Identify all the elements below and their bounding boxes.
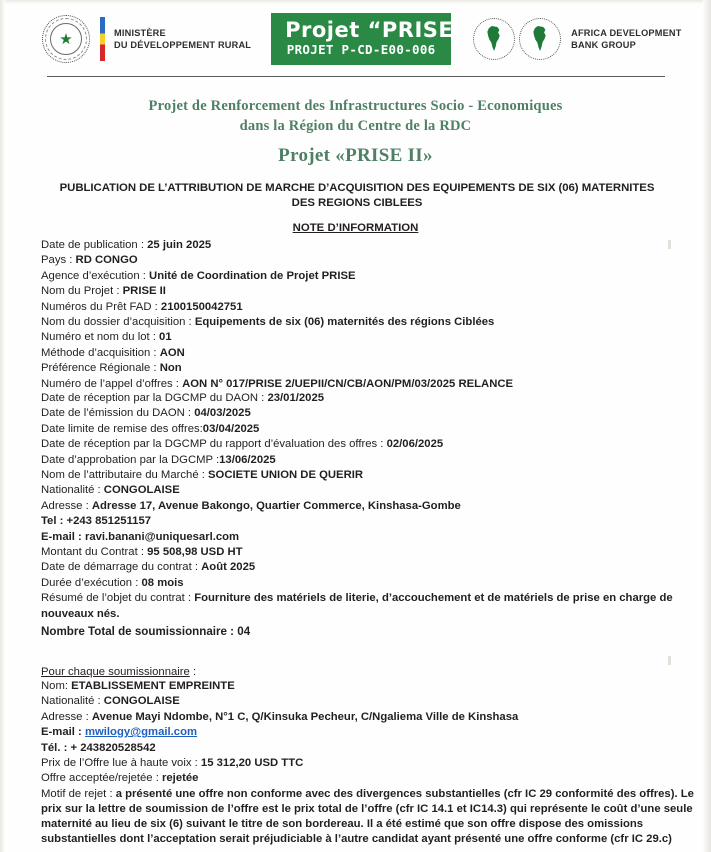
scan-artifact — [668, 656, 671, 665]
label-bidder-email: E-mail : — [41, 726, 85, 739]
ministry-name-line1: MINISTÈRE — [114, 27, 166, 38]
row-date-demarrage — [41, 560, 701, 575]
bidders-summary-block — [41, 624, 701, 639]
document-header — [0, 8, 711, 70]
afdb-name — [571, 27, 681, 52]
label-attributaire-nationalite: Nationalité : — [41, 484, 104, 497]
value-attributaire-nationalite: CONGOLAISE — [103, 484, 180, 497]
label-montant-contrat: Montant du Contrat : — [41, 546, 148, 558]
afdb-name-line2: BANK GROUP — [571, 40, 636, 50]
label-bidder-adresse: Adresse : — [41, 710, 92, 723]
row-bidder-offre-statut — [41, 771, 701, 786]
contract-block — [41, 545, 701, 622]
seal-emblem-icon: ★ — [59, 30, 73, 48]
value-bidder-offre-statut: rejetée — [162, 772, 199, 785]
row-agence-execution — [41, 269, 701, 284]
value-duree-execution: 08 mois — [141, 576, 184, 589]
value-agence-execution: Unité de Coordination de Projet PRISE — [149, 269, 356, 282]
row-date-approbation — [41, 453, 701, 468]
row-emission-daon — [41, 406, 701, 421]
row-bidder-motif-rejet — [41, 787, 704, 848]
label-reception-rapport-evaluation: Date de réception par la DGCMP du rapport d’évaluation des offres : — [41, 438, 387, 451]
seal-inner — [50, 23, 82, 55]
value-resume-objet-contrat: Fourniture des matériels de literie, d’accouchement et de matériels de prise en charge de nouveaux nés. — [41, 592, 673, 620]
value-methode-acquisition: AON — [159, 346, 185, 359]
label-preference-regionale: Préférence Régionale : — [41, 362, 160, 375]
value-reception-daon: 23/01/2025 — [267, 392, 325, 404]
value-numero-appel-offres: AON N° 017/PRISE 2/UEPII/CN/CB/AON/PM/03/2025 RELANCE — [182, 377, 514, 390]
label-numero-pret-fad: Numéros du Prêt FAD : — [41, 300, 161, 313]
project-title-line2: dans la Région du Centre de la RDC — [239, 118, 472, 134]
identity-block — [41, 238, 701, 392]
label-numero-appel-offres: Numéro de l’appel d’offres : — [41, 377, 183, 390]
bidder-spacer — [41, 668, 701, 679]
value-montant-contrat: 95 508,98 USD HT — [147, 546, 243, 558]
label-numero-lot: Numéro et nom du lot : — [41, 331, 160, 344]
label-date-limite-offres: Date limite de remise des offres: — [41, 422, 203, 435]
value-date-limite-offres: 03/04/2025 — [202, 422, 260, 435]
row-attributaire-email: E-mail : ravi.banani@uniquesarl.com — [41, 530, 240, 543]
africa-map-icon-right — [519, 18, 561, 60]
value-pays: RD CONGO — [75, 254, 138, 267]
label-nom-projet: Nom du Projet : — [41, 285, 123, 298]
label-bidder-prix-offre: Prix de l’Offre lue à haute voix : — [41, 757, 201, 770]
scan-artifact — [668, 240, 671, 249]
afdb-name-line1: AFRICA DEVELOPMENT — [571, 27, 682, 38]
row-bidder-prix-offre — [41, 756, 701, 771]
project-title — [0, 96, 711, 136]
row-bidder-nom — [41, 679, 701, 694]
label-methode-acquisition: Méthode d’acquisition : — [41, 346, 160, 359]
project-title-line1: Projet de Renforcement des Infrastructures Socio - Economiques — [148, 98, 563, 114]
row-numero-pret-fad — [41, 300, 701, 315]
africa-map-icon-left — [473, 18, 515, 60]
label-date-approbation: Date d’approbation par la DGCMP : — [41, 453, 220, 466]
row-nom-projet — [41, 284, 701, 299]
value-emission-daon: 04/03/2025 — [194, 407, 251, 420]
prise-banner-code: PROJET P-CD-E00-006 — [286, 42, 436, 57]
value-bidder-nom: ETABLISSEMENT EMPREINTE — [71, 680, 235, 692]
drc-coat-of-arms-icon — [42, 15, 90, 63]
row-bidder-nationalite — [41, 694, 701, 709]
value-nom-attributaire: SOCIETE UNION DE QUERIR — [208, 469, 364, 482]
label-bidder-nationalite: Nationalité : — [41, 695, 104, 708]
each-bidder-heading-label: Pour chaque soumissionnaire — [41, 666, 190, 678]
ministry-name-line2: DU DÉVELOPPEMENT RURAL — [114, 40, 252, 50]
value-date-demarrage: Août 2025 — [201, 561, 256, 574]
publication-heading-line2: MATERNITES DES REGIONS CIBLEES — [291, 182, 655, 209]
row-duree-execution — [41, 576, 701, 591]
ministry-logo-group — [42, 15, 251, 63]
label-bidder-offre-statut: Offre acceptée/rejetée : — [41, 772, 162, 785]
value-reception-rapport-evaluation: 02/06/2025 — [386, 438, 444, 451]
row-attributaire-tel: Tel : +243 851251157 — [41, 515, 152, 528]
row-dossier-acquisition — [41, 315, 701, 330]
row-montant-contrat — [41, 545, 701, 560]
value-date-approbation: 13/06/2025 — [219, 453, 276, 466]
dates-and-awardee-block — [41, 391, 701, 545]
row-numero-appel-offres — [41, 377, 701, 392]
row-resume-objet-contrat — [41, 591, 701, 622]
value-bidder-nationalite: CONGOLAISE — [103, 695, 180, 708]
row-preference-regionale — [41, 361, 701, 376]
row-numero-lot — [41, 330, 701, 345]
label-duree-execution: Durée d’exécution : — [41, 576, 142, 589]
row-attributaire-nationalite — [41, 483, 701, 498]
value-attributaire-adresse: Adresse 17, Avenue Bakongo, Quartier Commerce, Kinshasa-Gombe — [91, 499, 461, 512]
total-bidders-count: Nombre Total de soumissionnaire : 04 — [41, 625, 251, 638]
bidder-detail-block — [41, 668, 701, 848]
row-bidder-adresse — [41, 710, 701, 725]
row-date-publication — [41, 238, 701, 253]
value-numero-lot: 01 — [159, 331, 172, 344]
row-pays — [41, 253, 701, 268]
label-nom-attributaire: Nom de l’attributaire du Marché : — [41, 469, 209, 482]
label-dossier-acquisition: Nom du dossier d’acquisition : — [41, 316, 195, 329]
value-date-publication: 25 juin 2025 — [147, 239, 212, 251]
prise-project-banner — [271, 13, 468, 65]
ministry-name — [114, 27, 251, 52]
africa-continent-shape — [484, 26, 504, 52]
row-methode-acquisition — [41, 346, 701, 361]
row-date-limite-offres — [41, 422, 701, 437]
label-bidder-motif-rejet: Motif de rejet : — [41, 787, 116, 800]
value-preference-regionale: Non — [159, 362, 182, 375]
value-dossier-acquisition: Equipements de six (06) maternités des régions Ciblées — [194, 316, 495, 329]
value-bidder-adresse: Avenue Mayi Ndombe, N°1 C, Q/Kinsuka Pecheur, C/Ngaliema Ville de Kinshasa — [91, 710, 519, 723]
header-divider — [47, 76, 665, 77]
label-attributaire-adresse: Adresse : — [41, 499, 92, 512]
label-date-demarrage: Date de démarrage du contrat : — [41, 561, 202, 574]
row-nom-attributaire — [41, 468, 701, 483]
publication-heading — [48, 181, 666, 210]
row-bidder-tel: Tél. : + 243820528542 — [41, 741, 156, 754]
note-information-label: NOTE D’INFORMATION — [292, 222, 419, 234]
label-agence-execution: Agence d’exécution : — [41, 269, 150, 282]
label-resume-objet-contrat: Résumé de l’objet du contrat : — [41, 592, 195, 605]
value-nom-projet: PRISE II — [122, 285, 166, 298]
value-bidder-motif-rejet: a présenté une offre non conforme avec des divergences substantielles (cfr IC 29 conformité des offres). Le prix sur la lettre de soumission de l’offre est le prix total de l’offre (cfr IC 14.1 et IC14.3) qui représente le coût d’une seule maternité au lieu de six (6) suivant le titre de son bordereau. Il a été estimé que son offre dispose des omissions substantielles dont l’acceptation serait préjudiciable à l’autre candidat ayant présenté une offre conforme (cfr IC 29.c) — [41, 787, 694, 846]
row-reception-daon — [41, 391, 701, 406]
bidder-email-link[interactable]: mwilogy@gmail.com — [84, 726, 198, 739]
afdb-logo-group — [473, 18, 681, 60]
publication-heading-line1: PUBLICATION DE L’ATTRIBUTION DE MARCHE D’ACQUISITION DES EQUIPEMENTS DE SIX (06) — [59, 182, 579, 194]
project-short-name: Projet «PRISE II» — [278, 145, 433, 166]
value-numero-pret-fad: 2100150042751 — [160, 300, 243, 313]
row-attributaire-adresse — [41, 499, 701, 514]
label-date-publication: Date de publication : — [41, 239, 148, 251]
label-bidder-nom: Nom: — [41, 680, 72, 692]
each-bidder-heading-colon: : — [189, 666, 197, 678]
drc-flag-bar-icon — [100, 17, 105, 61]
label-emission-daon: Date de l’émission du DAON : — [41, 407, 195, 420]
value-bidder-prix-offre: 15 312,20 USD TTC — [200, 757, 304, 770]
africa-continent-shape — [530, 26, 550, 52]
row-reception-rapport-evaluation — [41, 437, 701, 452]
scan-edge-top — [0, 0, 711, 4]
label-reception-daon: Date de réception par la DGCMP du DAON : — [41, 392, 268, 404]
note-information-heading — [0, 222, 711, 234]
row-bidder-email — [41, 725, 701, 740]
prise-banner-title: Projet “PRISE” — [285, 18, 468, 42]
label-pays: Pays : — [41, 254, 76, 267]
